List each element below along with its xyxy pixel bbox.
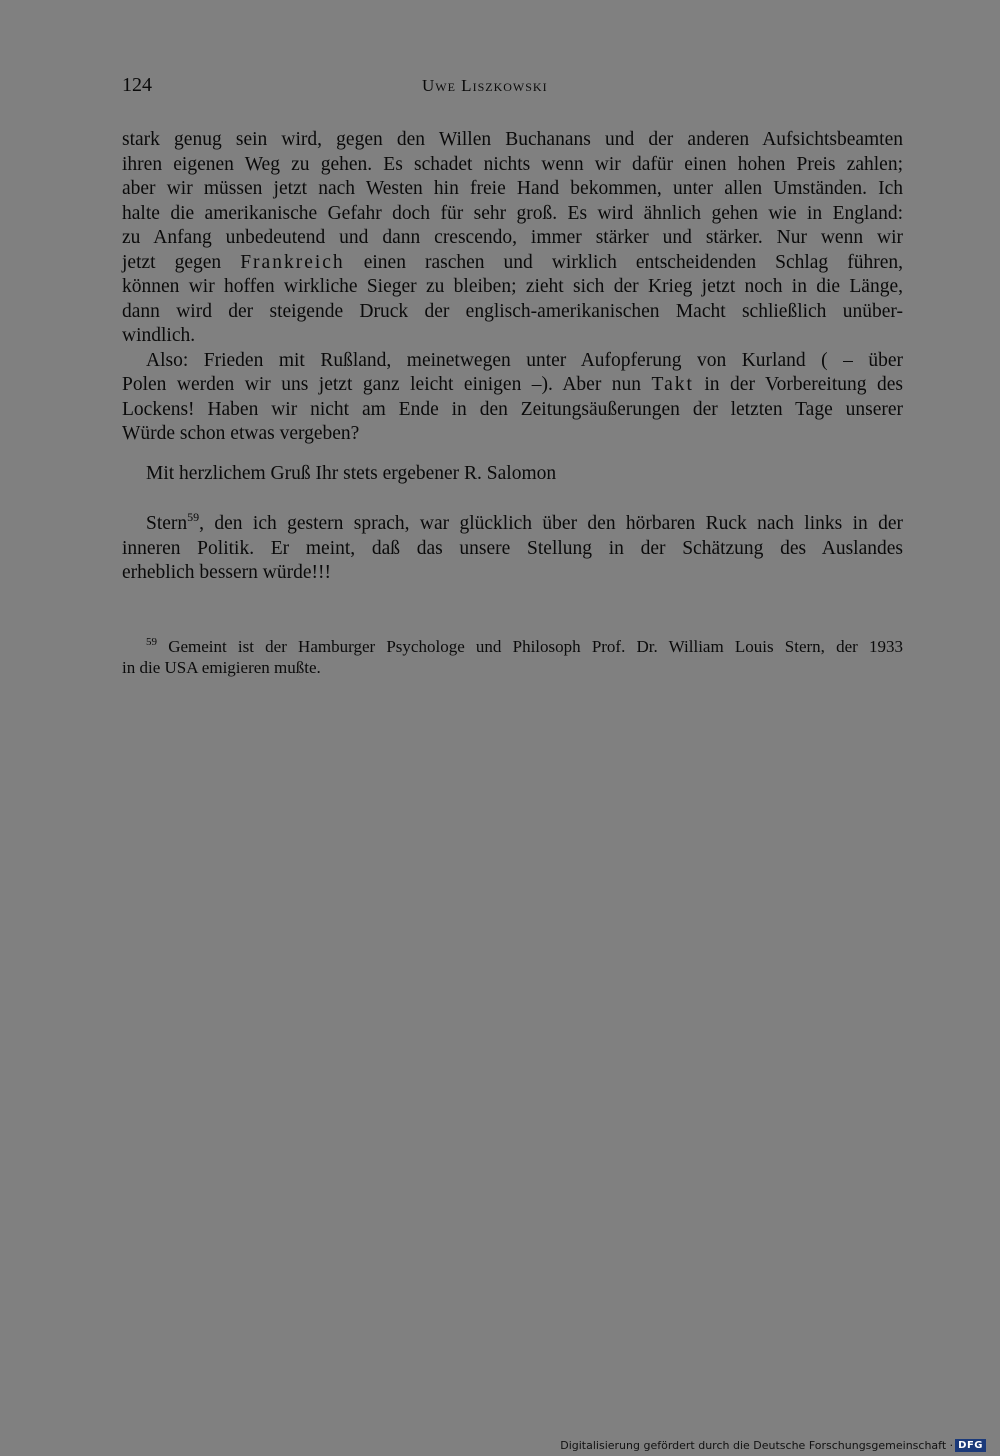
text-line xyxy=(122,251,903,276)
text-line xyxy=(122,373,903,398)
emphasized-word: Takt xyxy=(651,374,694,395)
text-line: Lockens! Haben wir nicht am Ende in den Zeitungsäußerungen der letzten Tage unserer xyxy=(122,398,903,420)
text-line: inneren Politik. Er meint, daß das unsere Stellung in der Schätzung des Auslandes xyxy=(122,537,903,559)
text-segment: einen raschen und wirklich entscheidenden Schlag führen, xyxy=(344,251,903,273)
dfg-logo: DFG xyxy=(955,1439,986,1452)
text-line: erheblich bessern würde!!! xyxy=(122,562,331,583)
footnote-number: 59 xyxy=(146,636,157,648)
footnote xyxy=(122,636,903,678)
text-line: Also: Frieden mit Rußland, meinetwegen unter Aufopferung von Kurland ( – über xyxy=(146,349,903,371)
emphasized-word: Frankreich xyxy=(240,251,345,273)
running-head: Uwe Liszkowski xyxy=(422,76,548,95)
credit-text: Digitalisierung gefördert durch die Deutsche Forschungsgemeinschaft · xyxy=(560,1439,954,1452)
page-number: 124 xyxy=(122,74,152,96)
text-line: zu Anfang unbedeutend und dann crescendo, immer stärker und stärker. Nur wenn wir xyxy=(122,227,903,248)
text-line: ihren eigenen Weg zu gehen. Es schadet nichts wenn wir dafür einen hohen Preis zahlen; xyxy=(122,153,903,175)
text-segment: Stern xyxy=(146,513,188,534)
text-segment: jetzt gegen xyxy=(122,251,241,273)
footnote-line: in die USA emigieren mußte. xyxy=(122,658,321,677)
letter-paragraph-1 xyxy=(122,128,903,349)
postscript-paragraph xyxy=(122,512,903,586)
letter-paragraph-2 xyxy=(122,349,903,447)
text-segment: Gemeint ist der Hamburger Psychologe und Philosoph Prof. Dr. William Louis Stern, der 1933 xyxy=(157,637,903,656)
text-line: halte die amerikanische Gefahr doch für sehr groß. Es wird ähnlich gehen wie in England: xyxy=(122,202,903,224)
letter-closing xyxy=(122,462,903,487)
text-line: windlich. xyxy=(122,325,196,346)
text-line: aber wir müssen jetzt nach Westen hin freie Hand bekommen, unter allen Umständen. Ich xyxy=(122,178,903,199)
closing-line: Mit herzlichem Gruß Ihr stets ergebener R. Salomon xyxy=(146,463,557,484)
text-line: stark genug sein wird, gegen den Willen Buchanans und der anderen Aufsichtsbeamten xyxy=(122,129,903,150)
text-line: können wir hoffen wirkliche Sieger zu bleiben; zieht sich der Krieg jetzt noch in die Länge, xyxy=(122,276,903,297)
text-segment: , den ich gestern sprach, war glücklich über den hörbaren Ruck nach links in der xyxy=(199,513,903,534)
text-line: Würde schon etwas vergeben? xyxy=(122,423,360,444)
text-segment: in der Vorbereitung des xyxy=(693,374,903,395)
footnote-reference: 59 xyxy=(187,510,200,524)
text-line: dann wird der steigende Druck der englisch-amerikanischen Macht schließlich unüber- xyxy=(122,300,903,322)
footnote-line xyxy=(122,636,903,657)
digitization-credit xyxy=(560,1439,986,1452)
text-segment: Polen werden wir uns jetzt ganz leicht einigen –). Aber nun xyxy=(122,374,652,395)
text-line xyxy=(122,512,903,537)
